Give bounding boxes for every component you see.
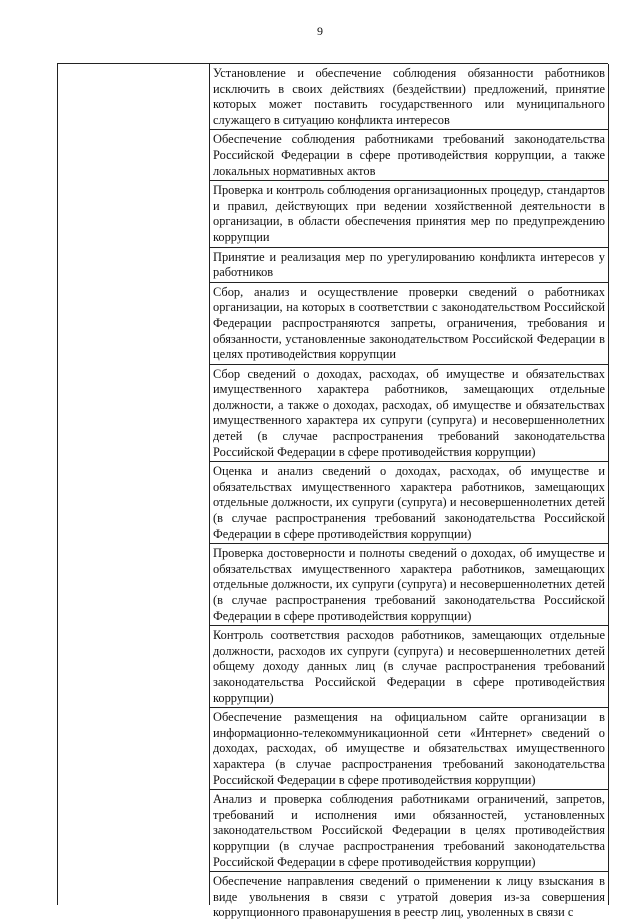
table-row: Оценка и анализ сведений о доходах, расходах, об имуществе и обязательствах имущественного характера работников, замещающих отдельные должности, их супруги (супруга) и несовершеннолетних детей (в случае распространения требований законодательства Российской Федерации в сфере противодействия коррупции) <box>210 462 608 544</box>
table-row: Обеспечение направления сведений о применении к лицу взыскания в виде увольнения в связи с утратой доверия из-за совершения коррупционного правонарушения в реестр лиц, уволенных в связи с <box>213 874 605 920</box>
table-row: Проверка достоверности и полноты сведений о доходах, об имуществе и обязательствах имущественного характера работников, замещающих отдельные должности, их супруги (супруга) и несовершеннолетних детей (в случае распространения требований законодательства Российской Федерации в сфере противодействия коррупции) <box>210 544 608 626</box>
table-row: Обеспечение соблюдения работниками требований законодательства Российской Федерации в сфере противодействия коррупции, а также локальных нормативных актов <box>210 130 608 181</box>
table-row: Установление и обеспечение соблюдения обязанности работников исключить в своих действиях (бездействии) предложений, принятие которых может поставить государственного или муниципального служащего в ситуацию конфликта интересов <box>210 64 608 130</box>
page-number: 9 <box>317 24 323 38</box>
functions-table <box>57 63 608 920</box>
table-row: Обеспечение размещения на официальном сайте организации в информационно-телекоммуникационной сети «Интернет» сведений о доходах, расходах, об имуществе и обязательствах имущественного характера (в случае распространения требований законодательства Российской Федерации в сфере противодействия коррупции) <box>210 708 608 790</box>
table-row: Контроль соответствия расходов работников, замещающих отдельные должности, расходов их супруги (супруга) и несовершеннолетних детей общему доходу данных лиц (в случае распространения требований законодательства Российской Федерации в сфере противодействия коррупции) <box>210 626 608 708</box>
table-row: Сбор, анализ и осуществление проверки сведений о работниках организации, на которых в соответствии с законодательством Российской Федерации распространяются запреты, ограничения, требования и обязанности, установленные законодательством Российской Федерации в целях противодействия коррупции <box>210 283 608 365</box>
table-right-column <box>210 64 609 920</box>
table-row: Сбор сведений о доходах, расходах, об имуществе и обязательствах имущественного характера работников, замещающих отдельные должности, а также о доходах, расходах, об имуществе и обязательствах имущественного характера их супруги (супруга) и несовершеннолетних детей (в случае распространения требований законодательства Российской Федерации в сфере противодействия коррупции) <box>210 365 608 463</box>
table-row: Анализ и проверка соблюдения работниками ограничений, запретов, требований и исполнения ими обязанностей, установленных законодательством Российской Федерации в целях противодействия коррупции (в случае распространения требований законодательства Российской Федерации в сфере противодействия коррупции) <box>210 790 608 872</box>
table-row: Проверка и контроль соблюдения организационных процедур, стандартов и правил, действующих при ведении хозяйственной деятельности в организации, в области обеспечения принятия мер по предупреждению коррупции <box>210 181 608 247</box>
table-left-column <box>58 64 210 905</box>
table-row: Принятие и реализация мер по урегулированию конфликта интересов у работников <box>210 248 608 283</box>
